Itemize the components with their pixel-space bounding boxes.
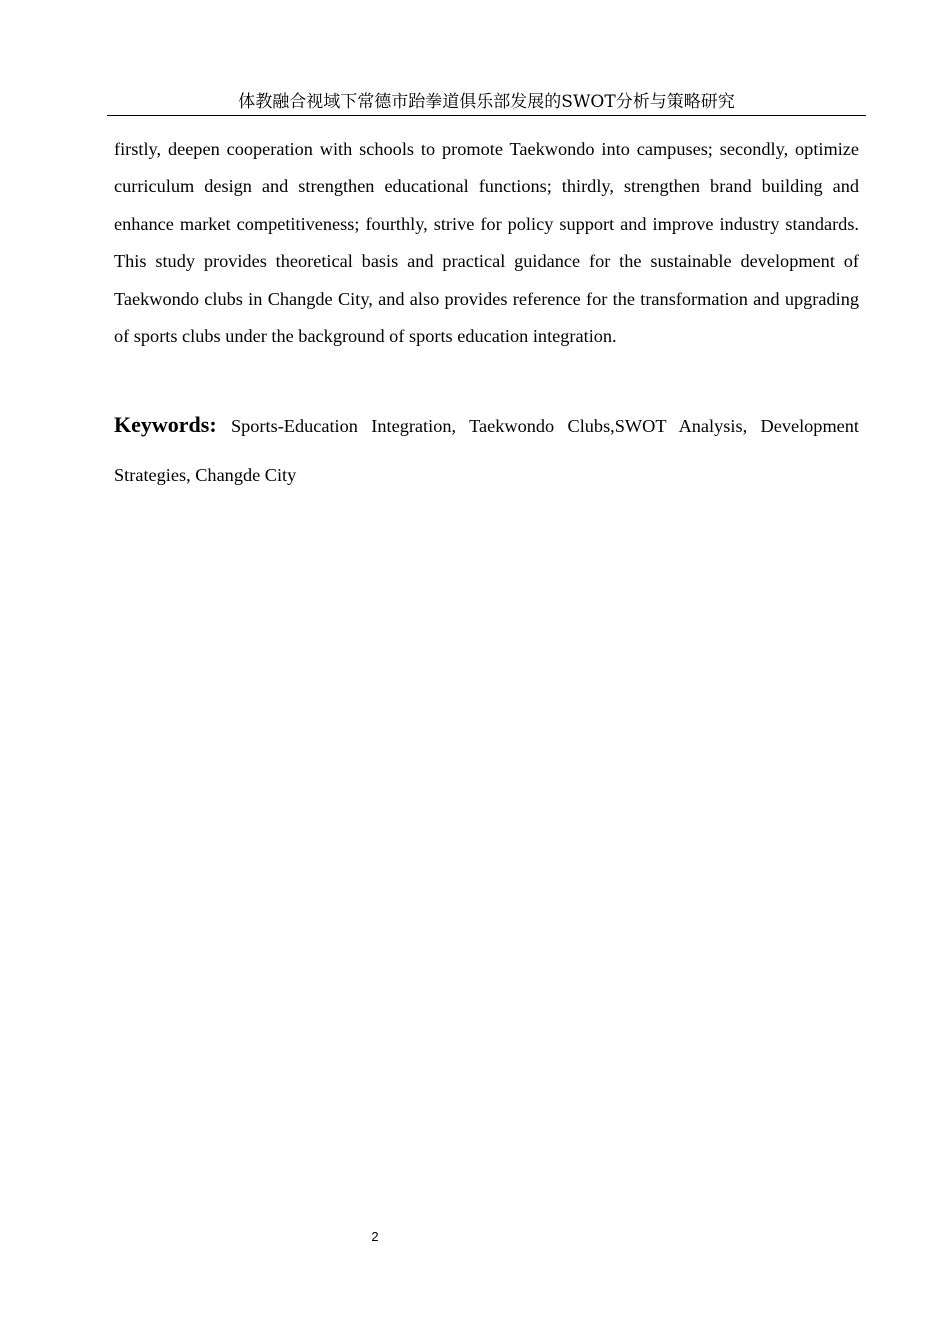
abstract-body-paragraph: firstly, deepen cooperation with schools to promote Taekwondo into campuses; secondly, optimize curriculum design and strengthen educational functions; thirdly, strengthen brand building and enhance market competitiveness; fourthly, strive for policy support and improve industry standards. This study provides theoretical basis and practical guidance for the sustainable development of Taekwondo clubs in Changde City, and also provides reference for the transformation and upgrading of sports clubs under the background of sports education integration. (114, 139, 859, 347)
keywords-paragraph (114, 400, 859, 500)
running-header: 体教融合视域下常德市跆拳道俱乐部发展的SWOT分析与策略研究 (107, 90, 866, 116)
keywords-label: Keywords: (114, 412, 231, 437)
page-number: 2 (371, 1229, 379, 1244)
keywords-text: Sports-Education Integration, Taekwondo Clubs,SWOT Analysis, Development Strategies, Changde City (114, 416, 859, 485)
